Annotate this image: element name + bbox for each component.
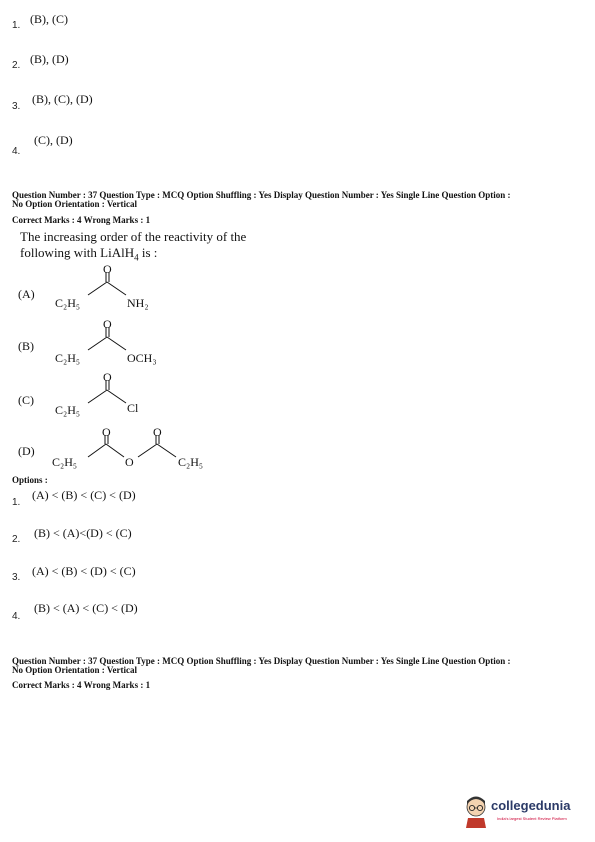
option-number: 4. [12,611,21,622]
bond [88,337,107,350]
compound-label: (D) [18,444,35,458]
question-text-main: following with LiAlH [20,245,135,260]
compound-label: (A) [18,287,35,301]
question-meta-line2: No Option Orientation : Vertical [12,199,137,209]
option-number: 3. [12,572,21,583]
option-text: (B), (C) [30,12,68,26]
option-number: 1. [12,20,21,31]
bond [88,282,107,295]
option-text: (C), (D) [34,133,73,147]
compound-label: (C) [18,393,34,407]
bond [157,444,176,457]
compound-label: (B) [18,339,34,353]
option-number: 3. [12,101,21,112]
bond [107,337,126,350]
question-text-line1: The increasing order of the reactivity of the [20,229,247,244]
collegedunia-logo [462,794,592,830]
option-number: 1. [12,497,21,508]
next-question-meta [12,657,592,675]
alkyl-group: C₂H₅ [55,403,81,417]
option-text: (B) < (A)<(D) < (C) [34,526,132,540]
substituent: OCH₃ [127,351,157,365]
option-number: 2. [12,60,21,71]
carbonyl-oxygen: O [103,370,112,384]
carbonyl-oxygen: O [103,317,112,331]
bond [138,444,157,457]
logo-tagline: India's largest Student Review Platform [497,816,567,821]
option-text: (B), (D) [30,52,69,66]
marks-line: Correct Marks : 4 Wrong Marks : 1 [12,215,151,225]
alkyl-group: C₂H₅ [52,455,78,469]
option-number: 4. [12,146,21,157]
alkyl-group: C₂H₅ [55,351,81,365]
bond [106,444,124,457]
logo-wordmark: collegedunia [491,798,571,813]
alkyl-group: C₂H₅ [55,296,81,310]
question-meta-line2: No Option Orientation : Vertical [12,665,137,675]
bond [107,390,126,403]
substituent: NH₂ [127,296,149,310]
subscript: 4 [134,252,139,263]
option-text: (B), (C), (D) [32,92,93,106]
question-meta-line1: Question Number : 37 Question Type : MCQ Option Shuffling : Yes Display Question Number : Yes Single Line Question Option : [12,656,511,666]
bond [107,282,126,295]
option-text: (A) < (B) < (C) < (D) [32,488,136,502]
options-heading: Options : [12,475,48,485]
mascot-icon [462,794,490,828]
substituent: Cl [127,401,139,415]
question-meta-line1: Question Number : 37 Question Type : MCQ Option Shuffling : Yes Display Question Number : Yes Single Line Question Option : [12,190,511,200]
bridging-oxygen: O [125,455,134,469]
option-number: 2. [12,534,21,545]
option-text: (B) < (A) < (C) < (D) [34,601,138,615]
bond [88,390,107,403]
carbonyl-oxygen: O [153,425,162,439]
carbonyl-oxygen: O [102,425,111,439]
bond [88,444,106,457]
option-text: (A) < (B) < (D) < (C) [32,564,136,578]
question-text-tail: is : [138,245,158,260]
alkyl-group: C₂H₅ [178,455,204,469]
marks-line: Correct Marks : 4 Wrong Marks : 1 [12,680,151,690]
carbonyl-oxygen: O [103,262,112,276]
